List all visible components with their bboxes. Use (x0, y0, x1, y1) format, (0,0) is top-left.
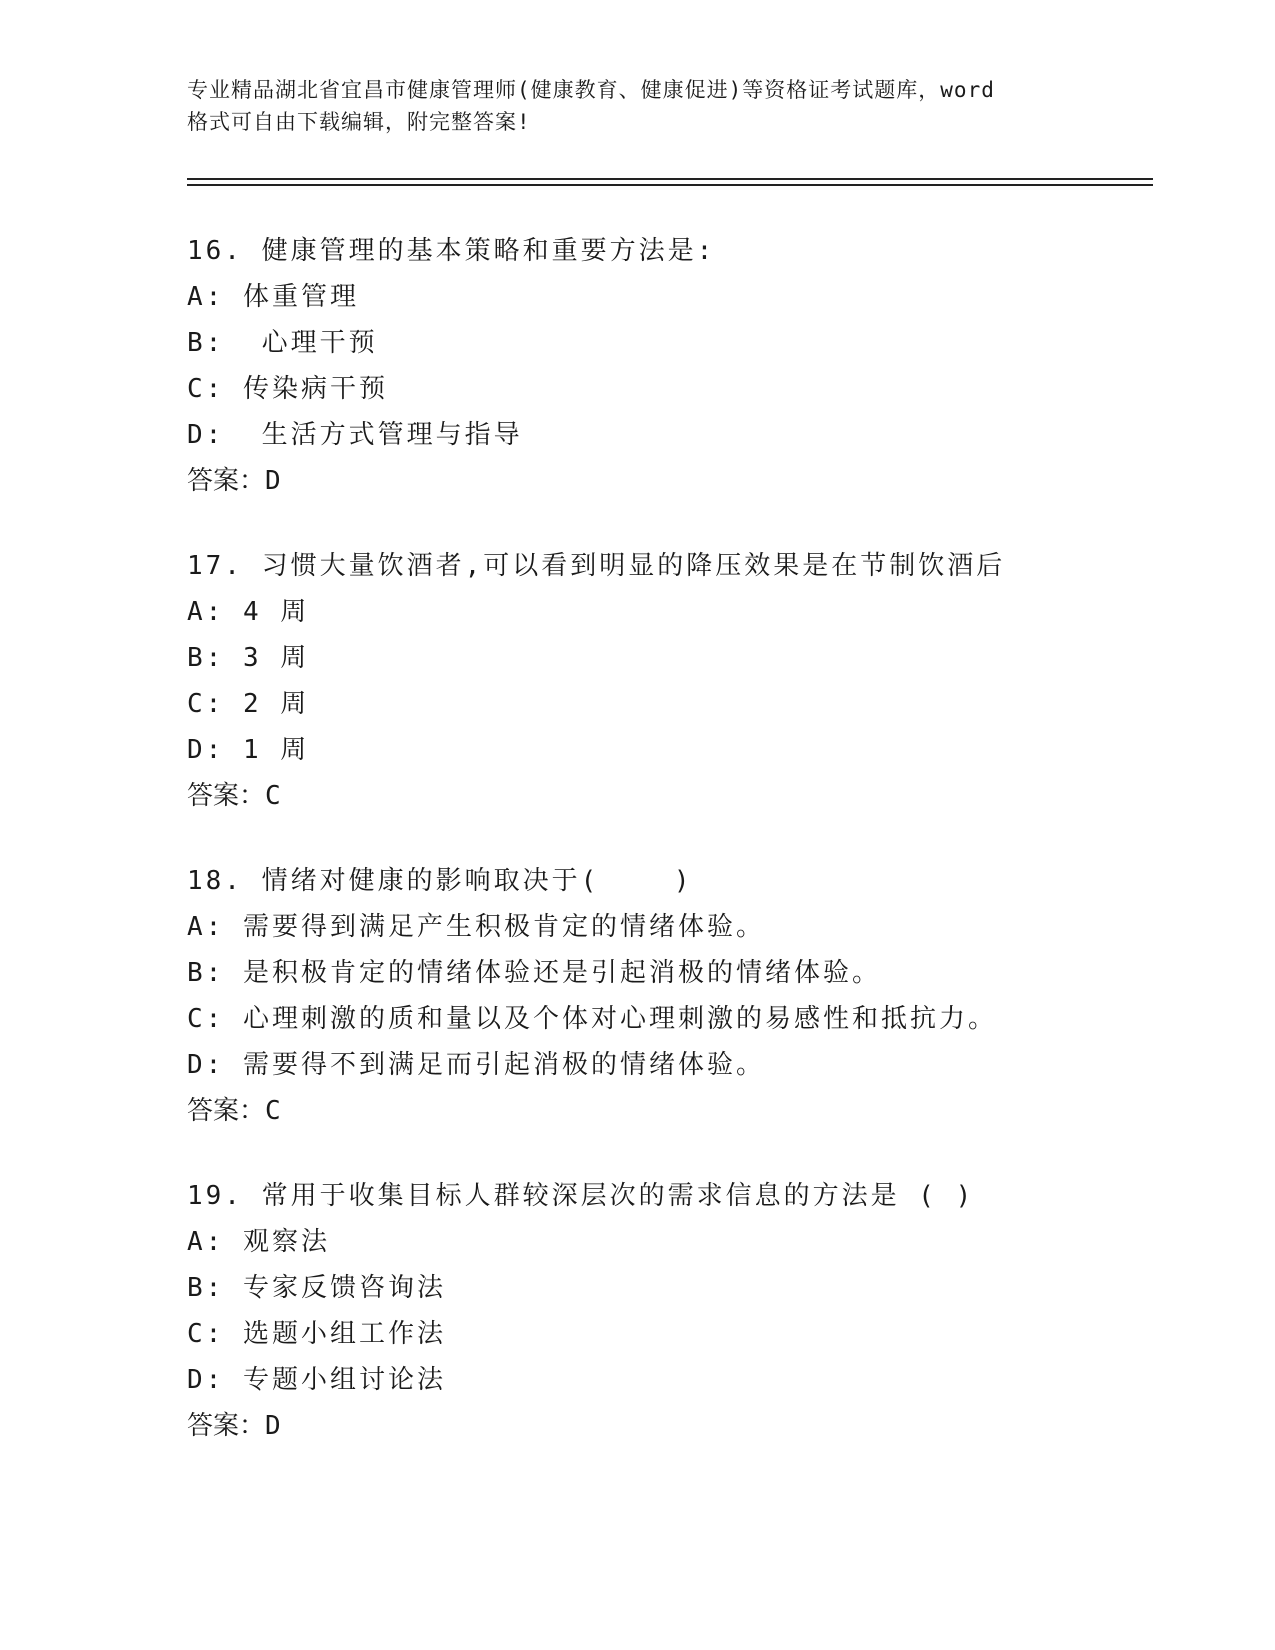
option-d: D: 专题小组讨论法 (187, 1365, 446, 1395)
option-b: B: 3 周 (187, 643, 310, 673)
option-c: C: 心理刺激的质和量以及个体对心理刺激的易感性和抵抗力。 (187, 1004, 997, 1034)
answer-label: 答案： (187, 1096, 266, 1126)
answer-value: C (265, 781, 281, 811)
option-a: A: 观察法 (187, 1227, 330, 1257)
option-b: B: 专家反馈咨询法 (187, 1273, 446, 1303)
option-b: B: 心理干预 (187, 328, 378, 358)
header-divider-bottom (187, 184, 1153, 186)
answer (187, 781, 1137, 811)
header-line-1: 专业精品湖北省宜昌市健康管理师(健康教育、健康促进)等资格证考试题库，word (187, 78, 995, 102)
question-19 (187, 1181, 1137, 1441)
option-a: A: 需要得到满足产生积极肯定的情绪体验。 (187, 912, 765, 942)
answer-value: D (265, 1411, 281, 1441)
option-c: C: 选题小组工作法 (187, 1319, 446, 1349)
option-c: C: 传染病干预 (187, 374, 388, 404)
question-stem: 17. 习惯大量饮酒者,可以看到明显的降压效果是在节制饮酒后 (187, 551, 1006, 581)
header-line-2: 格式可自由下载编辑，附完整答案! (187, 110, 531, 134)
answer-label: 答案： (187, 1411, 266, 1441)
option-d: D: 需要得不到满足而引起消极的情绪体验。 (187, 1050, 765, 1080)
question-stem: 16. 健康管理的基本策略和重要方法是: (187, 236, 716, 266)
page-header (187, 74, 1087, 138)
option-d: D: 生活方式管理与指导 (187, 420, 523, 450)
option-a: A: 体重管理 (187, 282, 359, 312)
answer (187, 1096, 1137, 1126)
question-17 (187, 551, 1137, 811)
option-b: B: 是积极肯定的情绪体验还是引起消极的情绪体验。 (187, 958, 881, 988)
answer-label: 答案： (187, 466, 266, 496)
answer (187, 1411, 1137, 1441)
answer-value: C (265, 1096, 281, 1126)
answer-value: D (265, 466, 281, 496)
option-c: C: 2 周 (187, 689, 310, 719)
question-stem: 18. 情绪对健康的影响取决于( ) (187, 866, 693, 896)
question-16 (187, 236, 1137, 496)
answer-label: 答案： (187, 781, 266, 811)
question-stem: 19. 常用于收集目标人群较深层次的需求信息的方法是 ( ) (187, 1181, 975, 1211)
header-divider-top (187, 178, 1153, 180)
question-18 (187, 866, 1137, 1126)
option-a: A: 4 周 (187, 597, 310, 627)
answer (187, 466, 1137, 496)
option-d: D: 1 周 (187, 735, 310, 765)
